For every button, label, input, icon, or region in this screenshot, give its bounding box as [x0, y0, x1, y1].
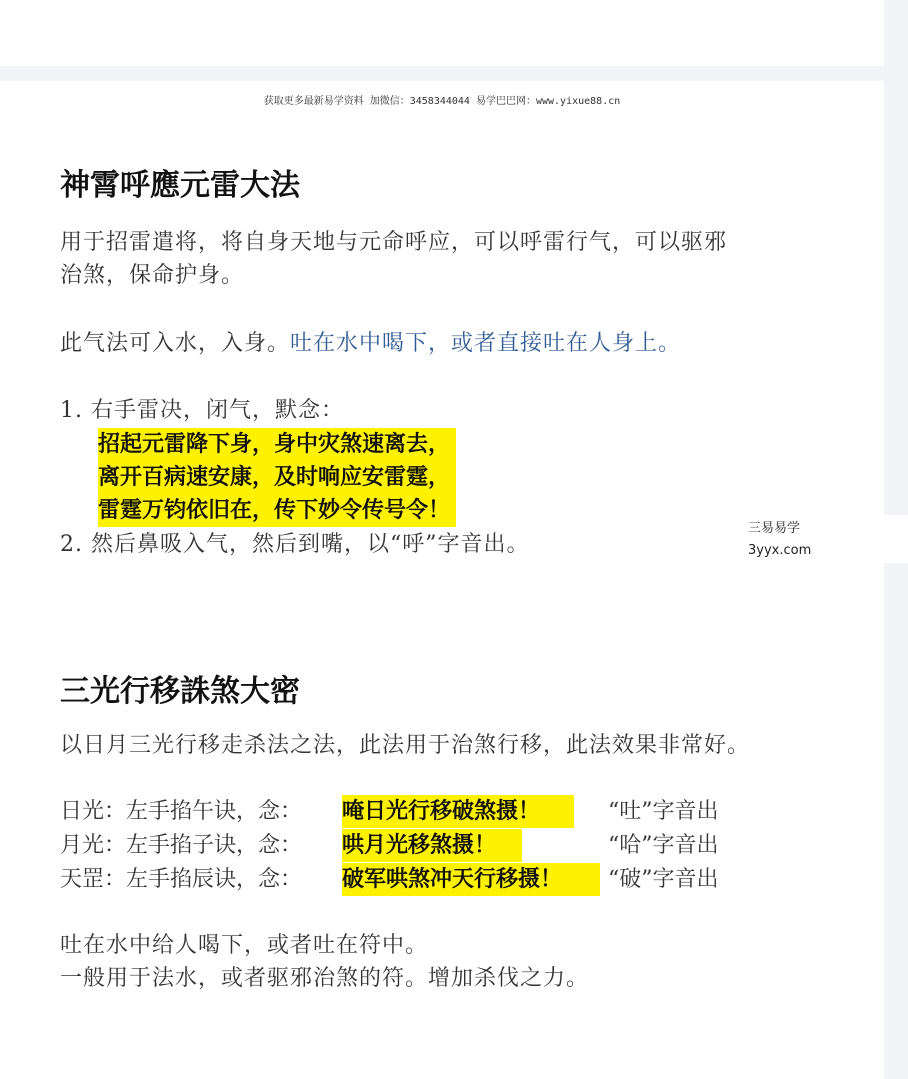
mantra-row-sun: [60, 795, 719, 828]
section1-note: [60, 327, 681, 360]
previous-page: [0, 0, 884, 66]
mantra-row-moon: [60, 829, 719, 862]
section1-intro-line2: 治煞，保命护身。: [60, 263, 245, 288]
mantra-lead: 天罡：左手掐辰诀，念：: [60, 867, 303, 892]
chant-block: [98, 428, 456, 527]
chant-line-1: 招起元雷降下身，身中灾煞速离去，: [98, 432, 451, 457]
section2-intro: 以日月三光行移走杀法之法，此法用于治煞行移，此法效果非常好。: [60, 733, 751, 758]
mantra-lead: 月光：左手掐子诀，念：: [60, 833, 303, 858]
section2-outro-line2: 一般用于法水，或者驱邪治煞的符。增加杀伐之力。: [60, 966, 590, 991]
step-2: 2. 然后鼻吸入气，然后到嘴，以“呼”字音出。: [60, 532, 530, 557]
section2-title: 三光行移誅煞大密: [60, 674, 300, 709]
note-blue: 吐在水中喝下，或者直接吐在人身上。: [290, 331, 682, 356]
mantra-row-tiangang: [60, 863, 719, 896]
page-header-note: 获取更多最新易学资料 加微信：3458344044 易学巴巴网：www.yixue88.cn: [263, 96, 621, 107]
mantra-sound: “破”字音出: [608, 867, 719, 892]
section2-outro-line1: 吐在水中给人喝下，或者吐在符中。: [60, 933, 429, 958]
mantra-sound: “吐”字音出: [608, 799, 719, 824]
mantra-text: 哄月光移煞摄！: [342, 829, 522, 862]
mantra-text: 破军哄煞冲天行移摄！: [342, 863, 600, 896]
watermark-line1: 三易易学: [748, 521, 801, 536]
chant-line-3: 雷霆万钧依旧在，传下妙令传号令！: [98, 498, 451, 523]
note-plain: 此气法可入水，入身。: [60, 331, 291, 356]
chant-line-2: 离开百病速安康，及时响应安雷霆，: [98, 465, 451, 490]
mantra-sound: “哈”字音出: [608, 833, 719, 858]
watermark-line2: 3yyx.com: [748, 543, 812, 558]
mantra-text: 唵日光行移破煞摄！: [342, 795, 574, 828]
watermark: [748, 518, 811, 562]
step-1: 1. 右手雷决，闭气，默念：: [60, 398, 344, 423]
section1-title: 神霄呼應元雷大法: [60, 168, 300, 203]
mantra-lead: 日光：左手掐午诀，念：: [60, 799, 303, 824]
section1-intro-line1: 用于招雷遣将，将自身天地与元命呼应，可以呼雷行气，可以驱邪: [60, 230, 728, 255]
